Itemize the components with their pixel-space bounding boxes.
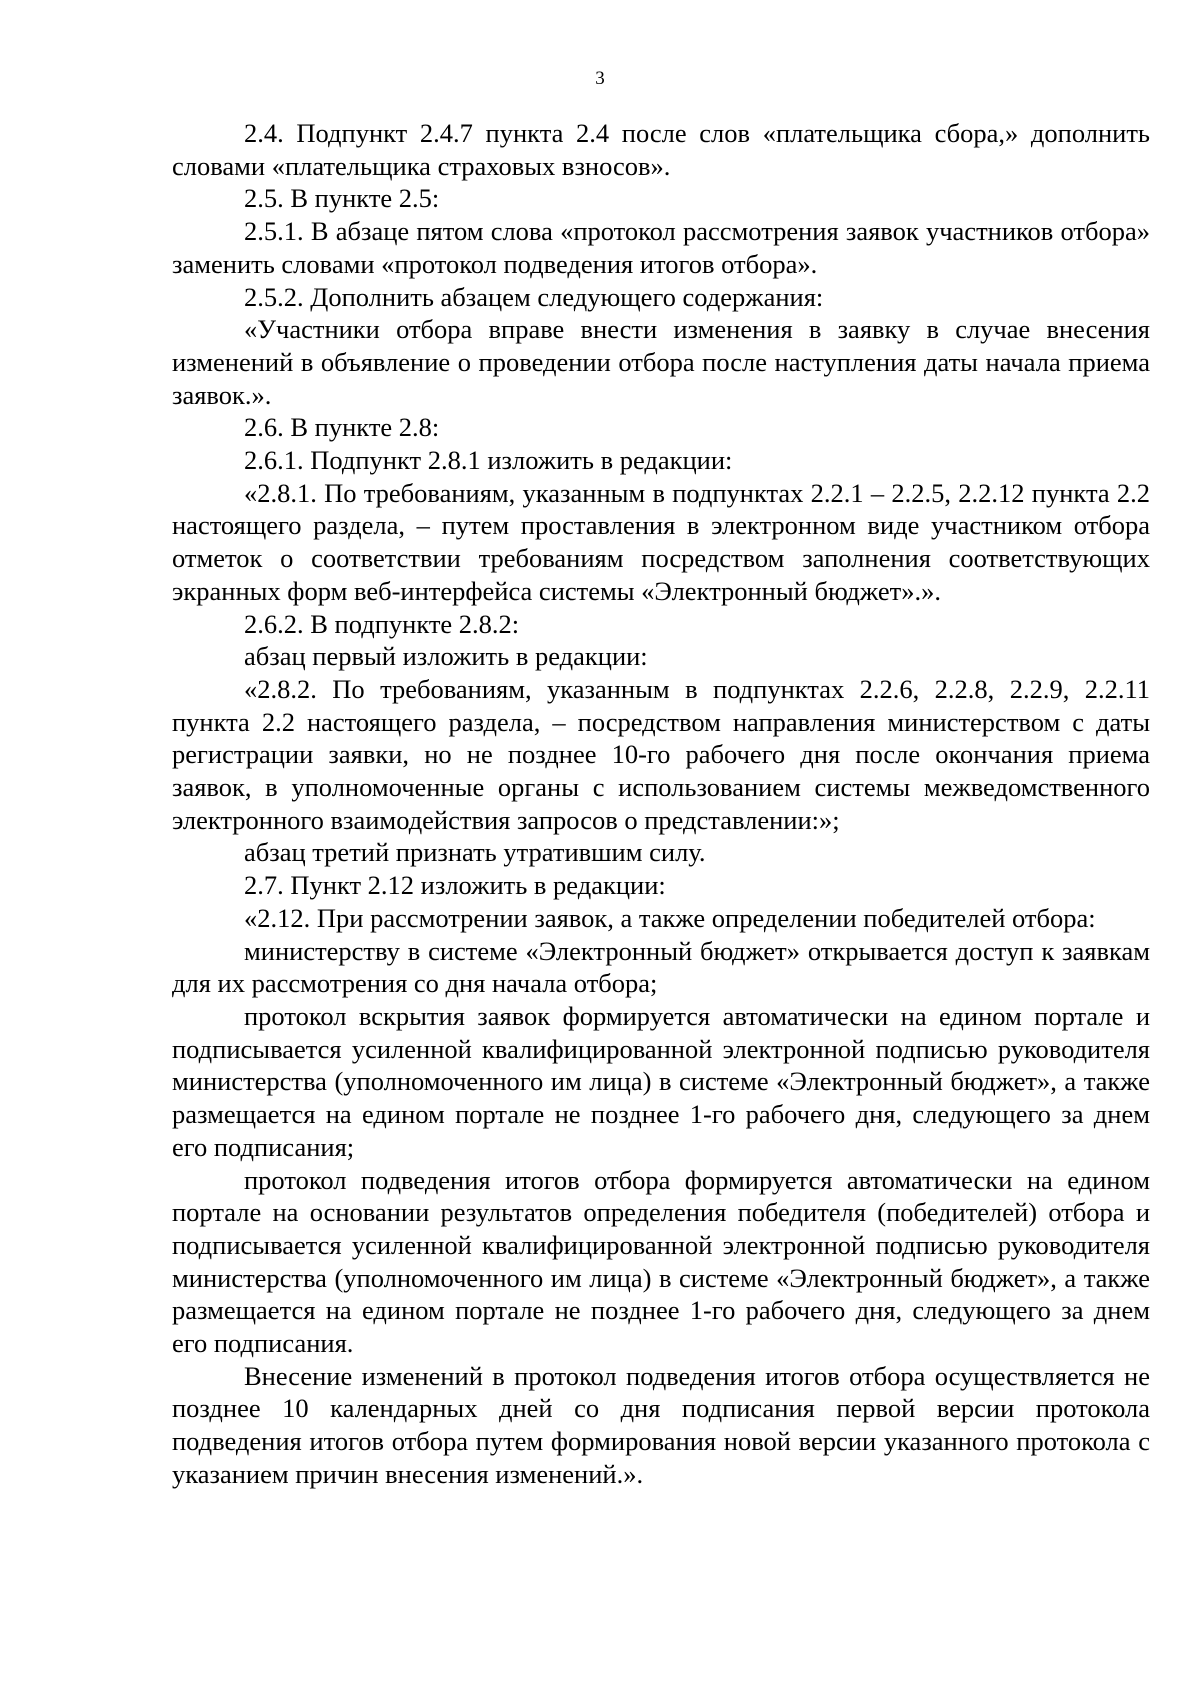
paragraph-2-5-1: 2.5.1. В абзаце пятом слова «протокол рассмотрения заявок участников отбора» заменить словами «протокол подведения итогов отбора». — [172, 216, 1150, 279]
paragraph-protocol-changes: Внесение изменений в протокол подведения итогов отбора осуществляется не позднее 10 календарных дней со дня подписания первой версии протокола подведения итогов отбора путем формирования новой версии указанного протокола с указанием причин внесения изменений.». — [172, 1360, 1150, 1489]
paragraph-2-7: 2.7. Пункт 2.12 изложить в редакции: — [244, 870, 666, 901]
paragraph-first-abzac: абзац первый изложить в редакции: — [244, 641, 648, 672]
paragraph-2-6-2: 2.6.2. В подпункте 2.8.2: — [244, 608, 520, 639]
paragraph-third-abzac: абзац третий признать утратившим силу. — [244, 837, 706, 868]
paragraph-2-5: 2.5. В пункте 2.5: — [244, 183, 440, 214]
paragraph-quote-2-8-2: «2.8.2. По требованиям, указанным в подпунктах 2.2.6, 2.2.8, 2.2.9, 2.2.11 пункта 2.2 настоящего раздела, – посредством направления министерством с даты регистрации заявки, но не позднее 10-го рабочего дня после окончания приема заявок, в уполномоченные органы с использованием системы межведомственного электронного взаимодействия запросов о представлении:»; — [172, 673, 1150, 835]
paragraph-results-protocol: протокол подведения итогов отбора формируется автоматически на едином портале на основании результатов определения победителя (победителей) отбора и подписывается усиленной квалифицированной электронной подписью руководителя министерства (уполномоченного им лица) в системе «Электронный бюджет», а также размещается на едином портале не позднее 1-го рабочего дня, следующего за днем его подписания. — [172, 1164, 1150, 1359]
paragraph-2-6: 2.6. В пункте 2.8: — [244, 412, 440, 443]
document-body — [172, 117, 1150, 1491]
paragraph-quote-2-8-1: «2.8.1. По требованиям, указанным в подпунктах 2.2.1 – 2.2.5, 2.2.12 пункта 2.2 настоящего раздела, – путем проставления в электронном виде участником отбора отметок о соответствии требованиям посредством заполнения соответствующих экранных форм веб-интерфейса системы «Электронный бюджет».». — [172, 477, 1150, 606]
paragraph-2-6-1: 2.6.1. Подпункт 2.8.1 изложить в редакции: — [244, 445, 733, 476]
paragraph-opening-protocol: протокол вскрытия заявок формируется автоматически на едином портале и подписывается усиленной квалифицированной электронной подписью руководителя министерства (уполномоченного им лица) в системе «Электронный бюджет», а также размещается на едином портале не позднее 1-го рабочего дня, следующего за днем его подписания; — [172, 1000, 1150, 1162]
paragraph-quote-participants: «Участники отбора вправе внести изменения в заявку в случае внесения изменений в объявление о проведении отбора после наступления даты начала приема заявок.». — [172, 314, 1150, 410]
paragraph-2-4: 2.4. Подпункт 2.4.7 пункта 2.4 после слов «плательщика сбора,» дополнить словами «плательщика страховых взносов». — [172, 118, 1150, 181]
paragraph-quote-2-12: «2.12. При рассмотрении заявок, а также определении победителей отбора: — [244, 902, 1096, 933]
paragraph-2-5-2: 2.5.2. Дополнить абзацем следующего содержания: — [244, 281, 824, 312]
paragraph-ministry-access: министерству в системе «Электронный бюджет» открывается доступ к заявкам для их рассмотрения со дня начала отбора; — [172, 935, 1150, 999]
page-number: 3 — [595, 68, 605, 89]
